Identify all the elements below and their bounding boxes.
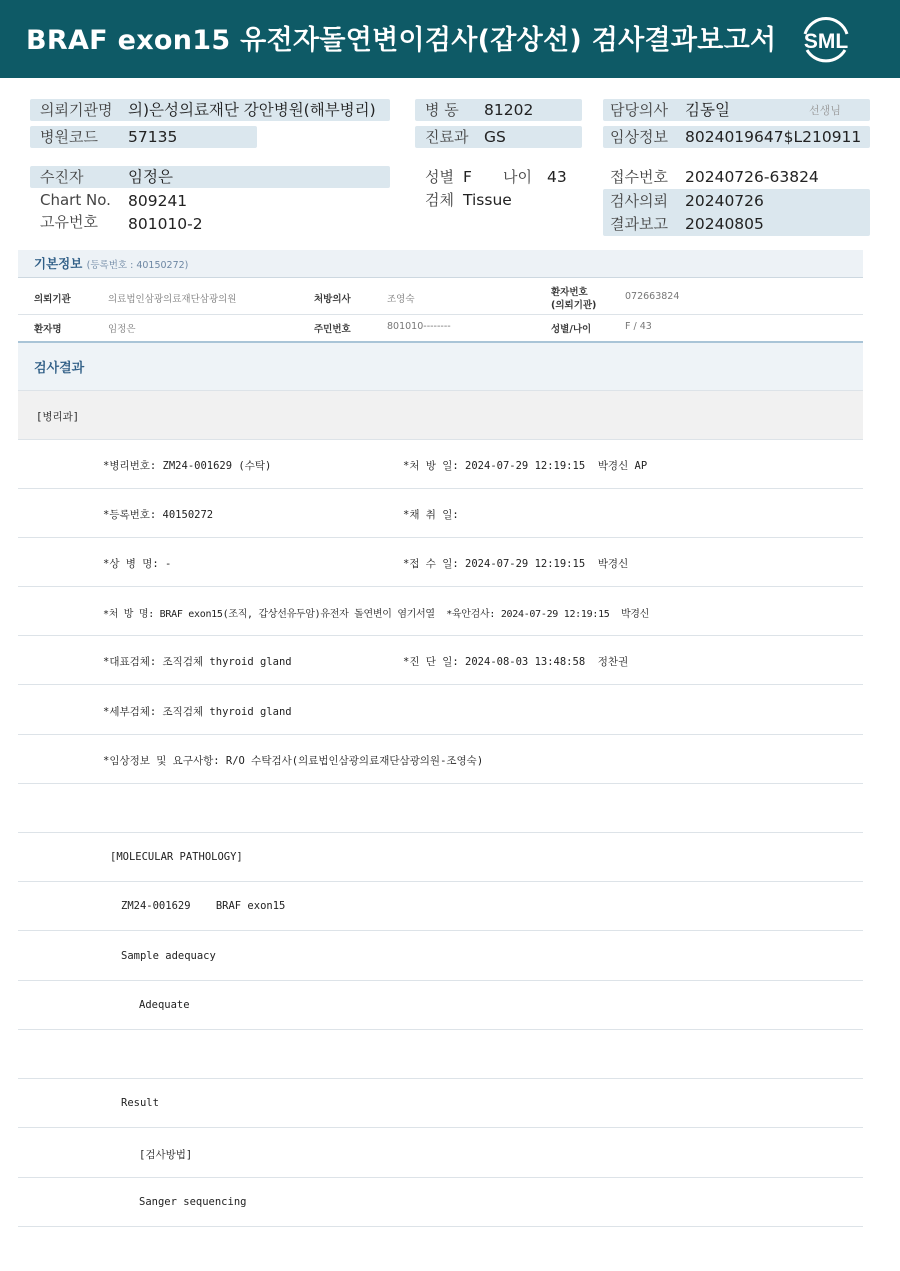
patient-value: 임정은 bbox=[128, 168, 173, 186]
basic-value: F / 43 bbox=[625, 321, 652, 332]
unique-no-label: 고유번호 bbox=[40, 213, 98, 231]
ward-value: 81202 bbox=[484, 101, 534, 119]
basic-label: 성별/나이 bbox=[551, 324, 592, 335]
dept-label: 진료과 bbox=[425, 128, 469, 146]
molecular-heading: [MOLECULAR PATHOLOGY] bbox=[110, 851, 243, 863]
specimen-label: 검체 bbox=[425, 191, 454, 209]
sex-label: 성별 bbox=[425, 168, 454, 186]
basic-value: 조영숙 bbox=[387, 294, 415, 305]
basic-label: 환자명 bbox=[34, 324, 62, 335]
result-line bbox=[18, 587, 863, 636]
basic-info-table bbox=[18, 250, 863, 341]
sex-value: F bbox=[463, 168, 472, 186]
result-line bbox=[18, 1079, 863, 1128]
chart-no-value: 809241 bbox=[128, 192, 188, 210]
method-label: [검사방법] bbox=[139, 1149, 193, 1161]
result-text: *등록번호: 40150272 bbox=[103, 509, 214, 521]
result-line bbox=[18, 1178, 863, 1227]
chart-no-label: Chart No. bbox=[40, 191, 111, 209]
institution-value: 의)은성의료재단 강안병원(해부병리) bbox=[128, 101, 376, 119]
adequacy-label: Sample adequacy bbox=[121, 950, 216, 962]
result-line bbox=[18, 981, 863, 1030]
sml-logo bbox=[797, 12, 855, 66]
result-line bbox=[18, 833, 863, 882]
result-text: *채 취 일: bbox=[403, 509, 459, 521]
unique-no-value: 801010-2 bbox=[128, 215, 203, 233]
case-line: ZM24-001629 BRAF exon15 bbox=[121, 900, 286, 912]
basic-info-header bbox=[18, 250, 863, 278]
doctor-suffix: 선생님 bbox=[809, 104, 841, 117]
result-line bbox=[18, 538, 863, 587]
section-row bbox=[18, 391, 863, 440]
clinical-label: 임상정보 bbox=[610, 128, 668, 146]
result-text: *상 병 명: - bbox=[103, 558, 172, 570]
patient-label: 수진자 bbox=[40, 168, 84, 186]
result-line bbox=[18, 932, 863, 981]
result-line bbox=[18, 489, 863, 538]
dept-value: GS bbox=[484, 128, 506, 146]
result-text: *병리번호: ZM24-001629 (수탁) bbox=[103, 460, 272, 472]
request-label: 검사의뢰 bbox=[610, 192, 668, 210]
registration-number: (등록번호 : 40150272) bbox=[86, 260, 189, 271]
result-text: *처 방 일: 2024-07-29 12:19:15 박경신 AP bbox=[403, 460, 648, 472]
basic-label: 주민번호 bbox=[314, 324, 351, 335]
doctor-label: 담당의사 bbox=[610, 101, 668, 119]
results-title: 검사결과 bbox=[34, 361, 85, 376]
results-header bbox=[18, 341, 863, 391]
basic-value: 임정은 bbox=[108, 324, 136, 335]
basic-info-title: 기본정보 bbox=[34, 256, 83, 271]
basic-value: 072663824 bbox=[625, 291, 680, 302]
result-line bbox=[18, 735, 863, 784]
report-header bbox=[0, 0, 900, 78]
result-text: *대표검체: 조직검체 thyroid gland bbox=[103, 656, 292, 668]
result-text: *임상정보 및 요구사항: R/O 수탁검사(의료법인삼광의료재단삼광의원-조영숙) bbox=[103, 755, 484, 767]
specimen-value: Tissue bbox=[463, 191, 512, 209]
clinical-value: 8024019647$L210911 bbox=[685, 128, 862, 146]
blank-row bbox=[18, 784, 863, 833]
report-value: 20240805 bbox=[685, 215, 764, 233]
section-label: [병리과] bbox=[36, 411, 80, 423]
result-line bbox=[18, 686, 863, 735]
basic-label-sub: (의뢰기관) bbox=[551, 300, 597, 311]
result-label: Result bbox=[121, 1097, 159, 1109]
result-text: *진 단 일: 2024-08-03 13:48:58 정찬권 bbox=[403, 656, 629, 668]
receipt-value: 20240726-63824 bbox=[685, 168, 819, 186]
result-text: *접 수 일: 2024-07-29 12:19:15 박경신 bbox=[403, 558, 629, 570]
institution-label: 의뢰기관명 bbox=[40, 101, 113, 119]
basic-value: 의료법인삼광의료재단삼광의원 bbox=[108, 294, 237, 305]
result-text: *세부검체: 조직검체 thyroid gland bbox=[103, 706, 292, 718]
basic-value: 801010-------- bbox=[387, 321, 451, 332]
hospital-code-value: 57135 bbox=[128, 128, 178, 146]
receipt-label: 접수번호 bbox=[610, 168, 668, 186]
basic-label: 의뢰기관 bbox=[34, 294, 71, 305]
logo-text: SML bbox=[803, 30, 849, 53]
result-text: *처 방 명: BRAF exon15(조직, 갑상선유두암)유전자 돌연변이 염기서열 *육안검사: 2024-07-29 12:19:15 박경신 bbox=[103, 609, 650, 620]
patient-row-bg bbox=[30, 166, 390, 188]
basic-info-row bbox=[18, 315, 863, 341]
blank-row bbox=[18, 1030, 863, 1079]
basic-info-row bbox=[18, 278, 863, 315]
ward-label: 병 동 bbox=[425, 101, 459, 119]
result-line bbox=[18, 636, 863, 685]
basic-label: 환자번호 bbox=[551, 287, 588, 298]
age-label: 나이 bbox=[503, 168, 532, 186]
result-line bbox=[18, 440, 863, 489]
doctor-value: 김동일 bbox=[685, 101, 730, 119]
result-line bbox=[18, 1129, 863, 1178]
report-title: BRAF exon15 유전자돌연변이검사(갑상선) 검사결과보고서 bbox=[26, 25, 777, 56]
basic-label: 처방의사 bbox=[314, 294, 351, 305]
result-line bbox=[18, 882, 863, 931]
request-value: 20240726 bbox=[685, 192, 764, 210]
age-value: 43 bbox=[547, 168, 567, 186]
hospital-code-label: 병원코드 bbox=[40, 128, 98, 146]
adequacy-value: Adequate bbox=[139, 999, 190, 1011]
report-label: 결과보고 bbox=[610, 215, 668, 233]
method-value: Sanger sequencing bbox=[139, 1196, 247, 1208]
